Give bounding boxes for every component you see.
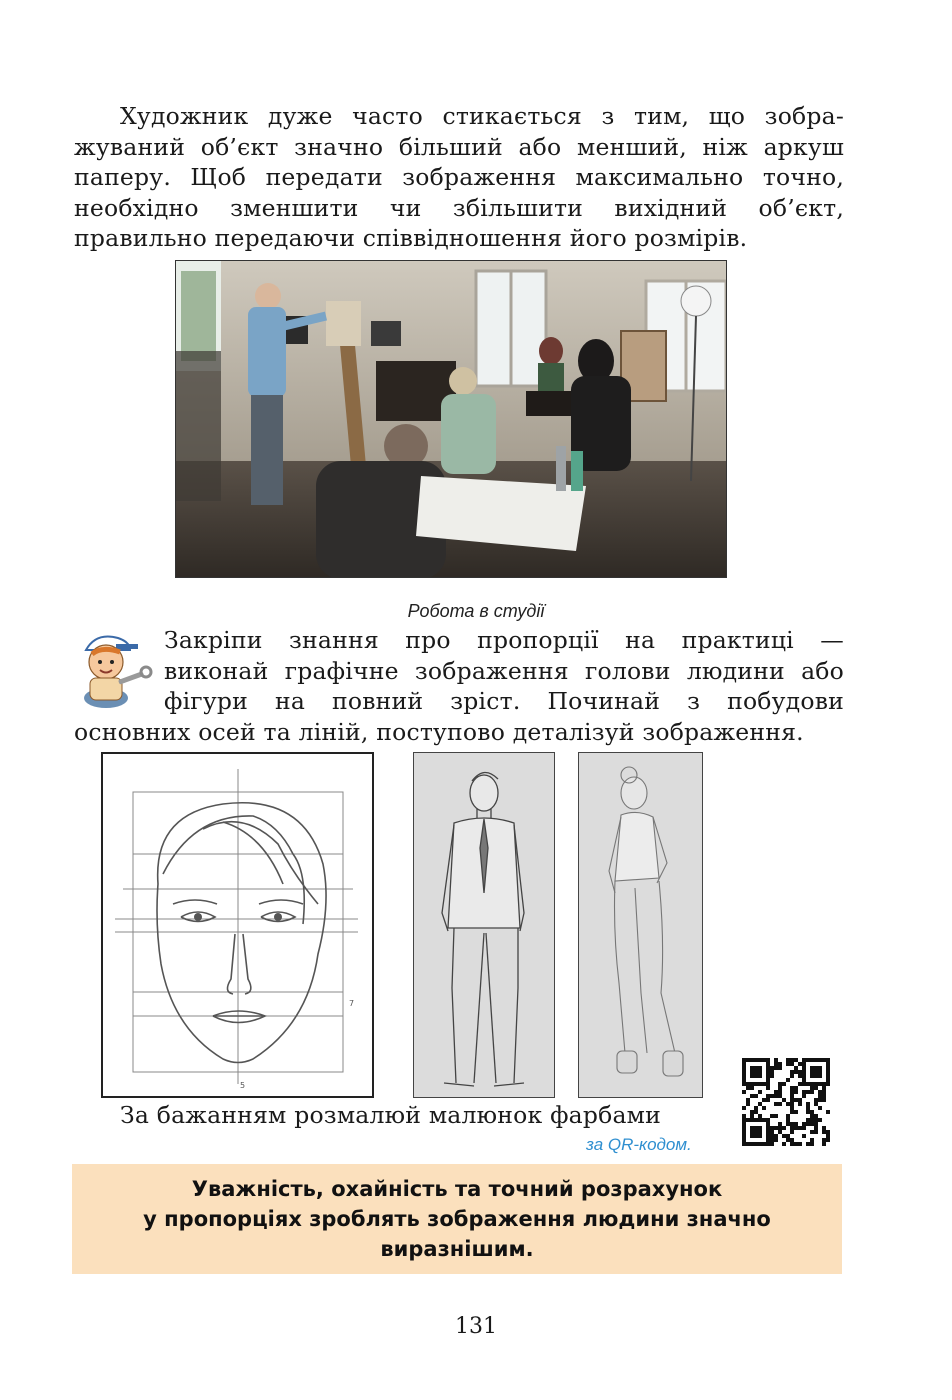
task-line: фігури на повний зріст. Починай з побудови <box>164 687 844 715</box>
intro-line: паперу. Щоб передати зображення максимально точно, <box>74 163 844 191</box>
paint-instruction: За бажанням розмалюй малюнок фарбами <box>120 1101 662 1129</box>
studio-photo <box>175 260 727 578</box>
page-number: 131 <box>455 1314 497 1339</box>
intro-line: жуваний об’єкт значно більший або менший, ніж аркуш <box>74 132 844 161</box>
intro-line: необхідно зменшити чи збільшити вихідний об’єкт, <box>74 193 844 222</box>
task-paragraph <box>74 625 844 747</box>
intro-line: Художник дуже часто стикається з тим, що зобра- <box>120 102 844 130</box>
note-line: у пропорціях зроблять зображення людини значно <box>143 1207 771 1231</box>
note-line: Уважність, охайність та точний розрахунок <box>191 1177 723 1201</box>
note-line: виразнішим. <box>380 1237 534 1261</box>
photo-caption: Робота в студії <box>407 601 545 621</box>
man-figure-sketch <box>413 752 555 1098</box>
qr-label: за QR-кодом. <box>586 1135 692 1154</box>
qr-code[interactable] <box>742 1058 830 1146</box>
woman-figure-sketch <box>578 752 703 1098</box>
intro-paragraph <box>74 101 844 254</box>
face-proportion-sketch <box>101 752 374 1098</box>
task-line: виконай графічне зображення голови людини або <box>164 656 844 685</box>
face-scale-mark-bottom: 5 <box>240 1081 246 1090</box>
task-line: Закріпи знання про пропорції на практиці — <box>164 626 844 654</box>
note-box <box>72 1164 842 1274</box>
task-line: основних осей та ліній, поступово деталізуй зображення. <box>74 717 804 746</box>
face-scale-mark-right: 7 <box>349 999 355 1008</box>
intro-line: правильно передаючи співвідношення його розмірів. <box>74 224 748 252</box>
